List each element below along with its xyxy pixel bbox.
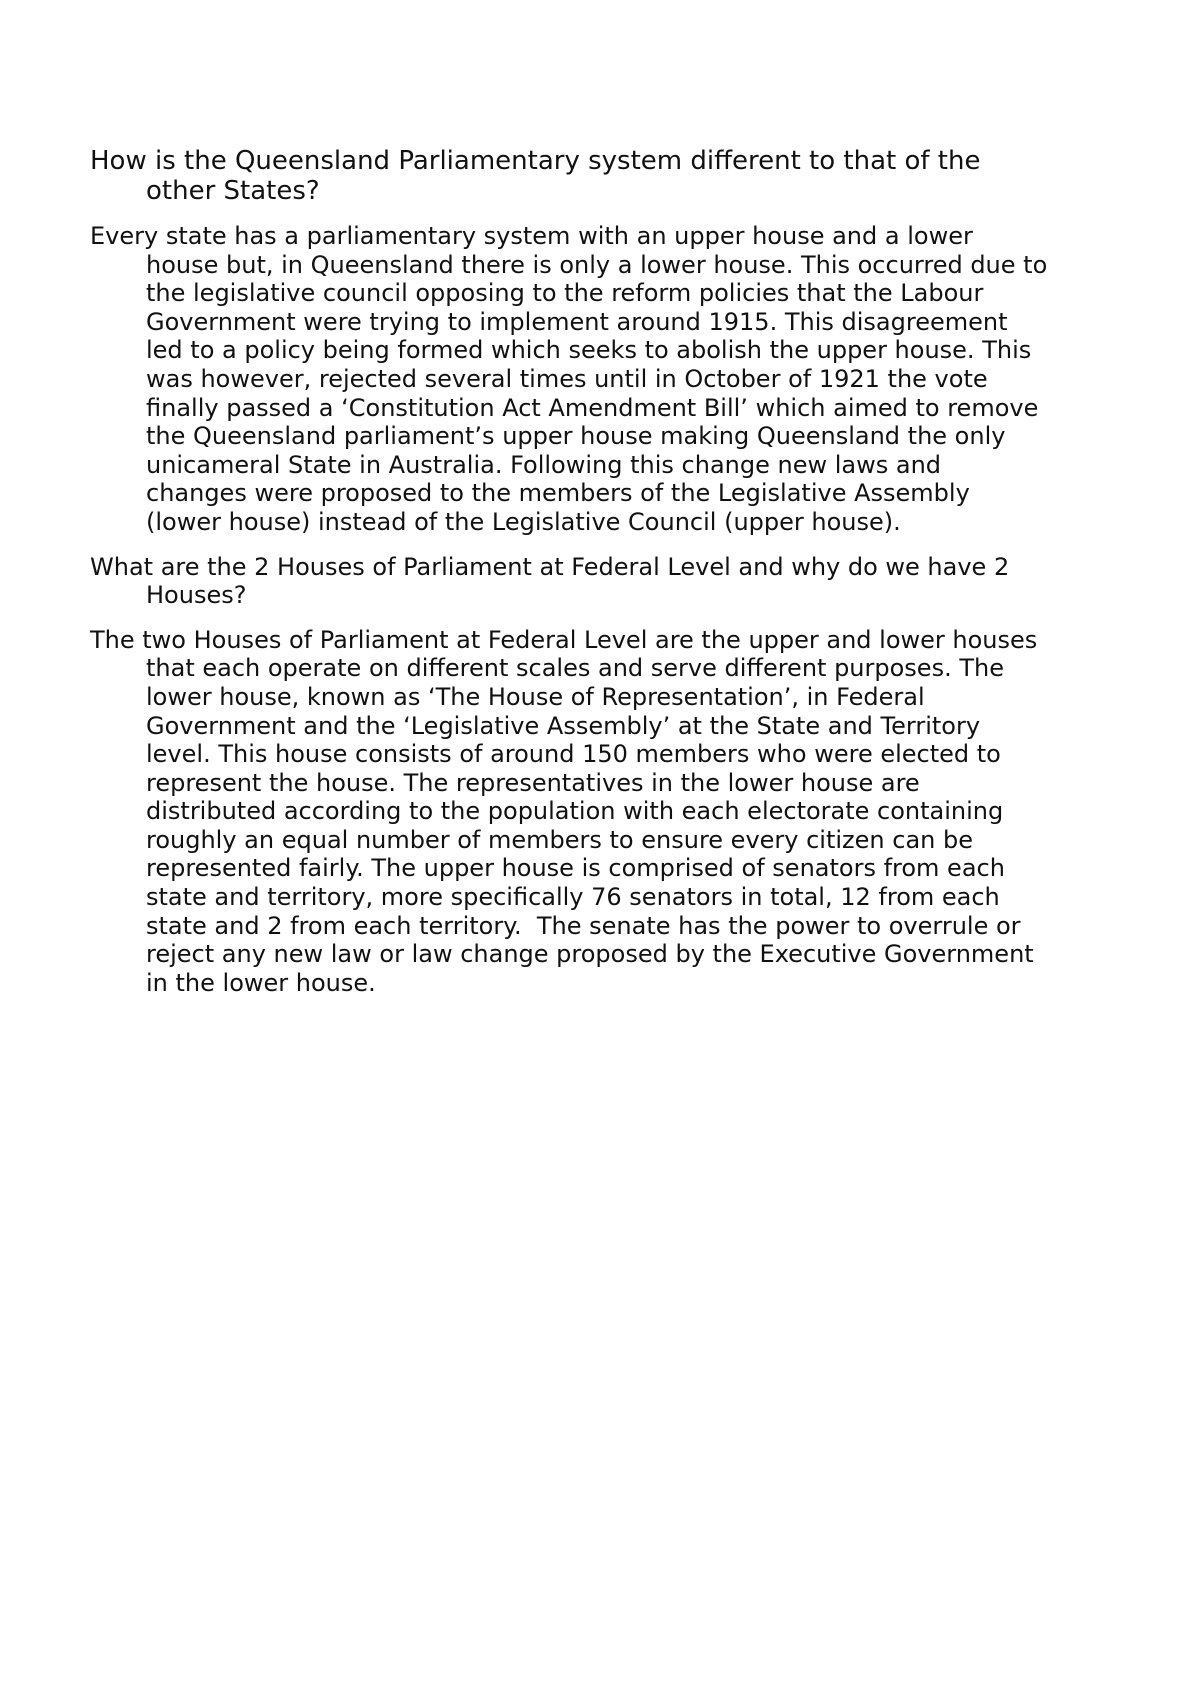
answer-queensland-parliament: Every state has a parliamentary system with an upper house and a lower house but, in Queensland there is only a lower house. This occurred due to the legislative council opposing to the reform policies that the Labour Government were trying to implement around 1915. This disagreement led to a policy being formed which seeks to abolish the upper house. This was however, rejected several times until in October of 1921 the vote finally passed a ‘Constitution Act Amendment Bill’ which aimed to remove the Queensland parliament’s upper house making Queensland the only unicameral State in Australia. Following this change new laws and changes were proposed to the members of the Legislative Assembly (lower house) instead of the Legislative Council (upper house).	[90, 222, 1048, 536]
answer-federal-houses: The two Houses of Parliament at Federal Level are the upper and lower houses that each operate on different scales and serve different purposes. The lower house, known as ‘The House of Representation’, in Federal Government and the ‘Legislative Assembly’ at the State and Territory level. This house consists of around 150 members who were elected to represent the house. The representatives in the lower house are distributed according to the population with each electorate containing roughly an equal number of members to ensure every citizen can be represented fairly. The upper house is comprised of senators from each state and territory, more specifically 76 senators in total, 12 from each state and 2 from each territory. The senate has the power to overrule or reject any new law or law change proposed by the Executive Government in the lower house.	[90, 625, 1038, 997]
document-body	[90, 146, 1090, 1013]
question-queensland-parliament: How is the Queensland Parliamentary system different to that of the other States?	[90, 146, 981, 206]
question-federal-houses: What are the 2 Houses of Parliament at Federal Level and why do we have 2 Houses?	[90, 552, 1010, 610]
